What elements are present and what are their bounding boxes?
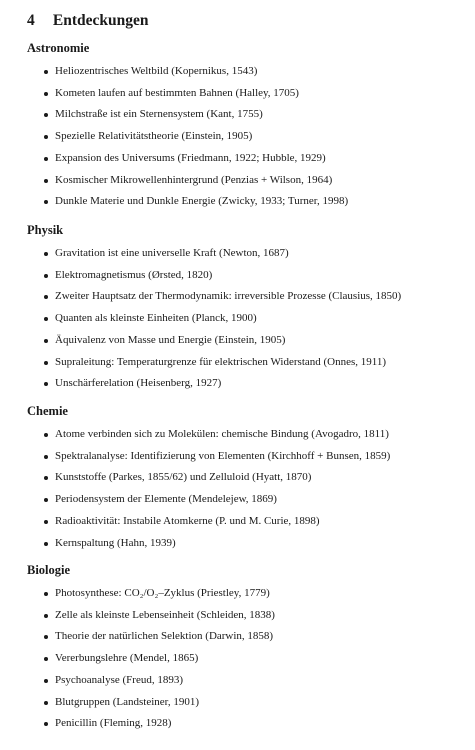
list-item: Kosmischer Mikrowellenhintergrund (Penzias + Wilson, 1964) (27, 170, 348, 192)
list-item: Milchstraße ist ein Sternensystem (Kant, 1755) (27, 104, 348, 126)
list-item: Theorie der natürlichen Selektion (Darwin, 1858) (27, 626, 275, 648)
list-item: Kunststoffe (Parkes, 1855/62) und Zelluloid (Hyatt, 1870) (27, 467, 390, 489)
list-item: Kernspaltung (Hahn, 1939) (27, 533, 390, 555)
list-item: Vererbungslehre (Mendel, 1865) (27, 648, 275, 670)
list-item: Blutgruppen (Landsteiner, 1901) (27, 692, 275, 714)
list-item: Periodensystem der Elemente (Mendelejew, 1869) (27, 489, 390, 511)
section-chemie (27, 403, 390, 554)
section-title: Astronomie (27, 41, 90, 55)
section-biologie (27, 562, 275, 735)
discovery-list (27, 424, 390, 554)
discovery-list (27, 583, 275, 735)
section-title: Physik (27, 223, 64, 237)
list-item: Zweiter Hauptsatz der Thermodynamik: irreversible Prozesse (Clausius, 1850) (27, 286, 401, 308)
section-astronomie (27, 40, 348, 213)
list-item: Quanten als kleinste Einheiten (Planck, 1900) (27, 308, 401, 330)
list-item: Äquivalenz von Masse und Energie (Einstein, 1905) (27, 330, 401, 352)
section-title: Chemie (27, 404, 68, 418)
discovery-list (27, 243, 401, 395)
section-title: Biologie (27, 563, 71, 577)
list-item: Atome verbinden sich zu Molekülen: chemische Bindung (Avogadro, 1811) (27, 424, 390, 446)
list-item: Zelle als kleinste Lebenseinheit (Schleiden, 1838) (27, 605, 275, 627)
list-item: Spezielle Relativitätstheorie (Einstein, 1905) (27, 126, 348, 148)
section-physik (27, 222, 401, 395)
list-item: Photosynthese: CO₂/O₂–Zyklus (Priestley, 1779) (27, 583, 275, 605)
list-item: Heliozentrisches Weltbild (Kopernikus, 1543) (27, 61, 348, 83)
discovery-list (27, 61, 348, 213)
chapter-heading (27, 12, 149, 30)
list-item: Dunkle Materie und Dunkle Energie (Zwicky, 1933; Turner, 1998) (27, 191, 348, 213)
list-item: Elektromagnetismus (Ørsted, 1820) (27, 265, 401, 287)
list-item: Gravitation ist eine universelle Kraft (Newton, 1687) (27, 243, 401, 265)
list-item: Kometen laufen auf bestimmten Bahnen (Halley, 1705) (27, 83, 348, 105)
list-item: Spektralanalyse: Identifizierung von Elementen (Kirchhoff + Bunsen, 1859) (27, 446, 390, 468)
list-item: Psychoanalyse (Freud, 1893) (27, 670, 275, 692)
list-item: Expansion des Universums (Friedmann, 1922; Hubble, 1929) (27, 148, 348, 170)
list-item: Penicillin (Fleming, 1928) (27, 713, 275, 735)
list-item: Unschärferelation (Heisenberg, 1927) (27, 373, 401, 395)
list-item: Supraleitung: Temperaturgrenze für elektrischen Widerstand (Onnes, 1911) (27, 352, 401, 374)
chapter-title: Entdeckungen (52, 12, 149, 29)
chapter-number: 4 (27, 12, 35, 29)
list-item: Radioaktivität: Instabile Atomkerne (P. und M. Curie, 1898) (27, 511, 390, 533)
